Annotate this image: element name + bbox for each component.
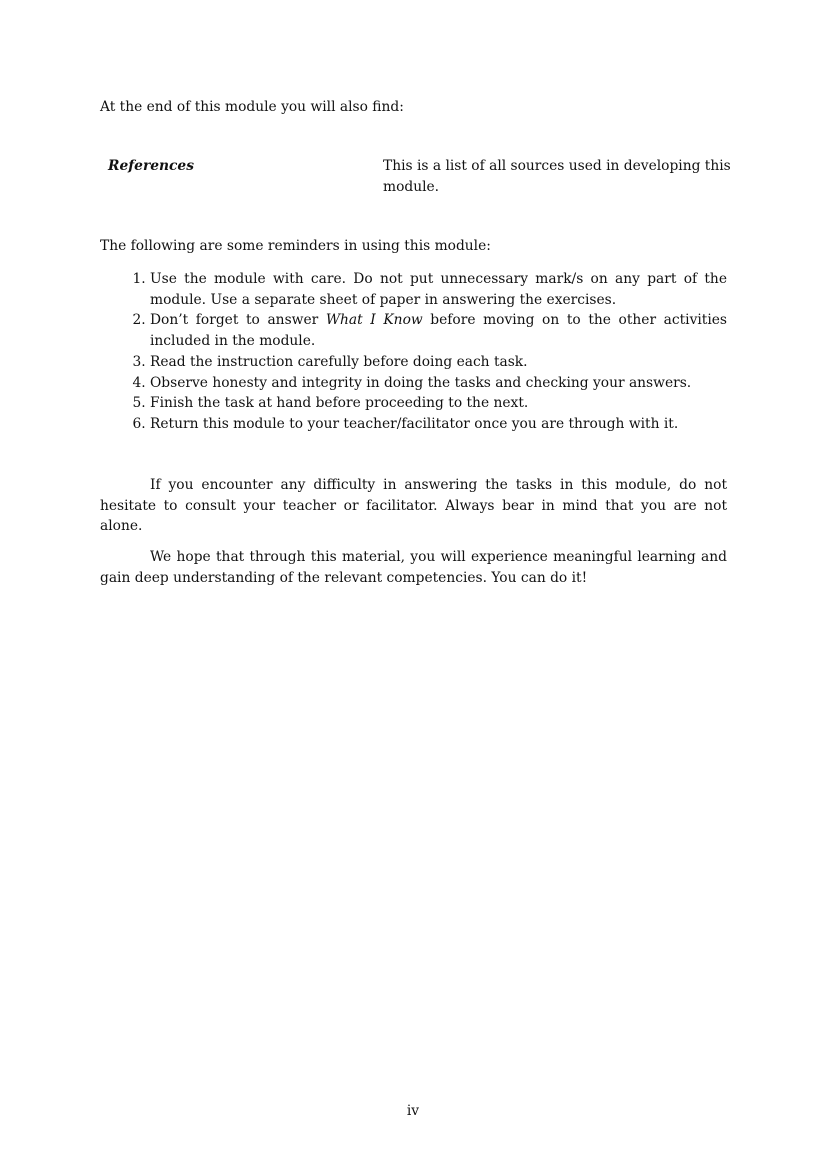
- list-item: [150, 310, 727, 351]
- list-item-text: before moving on to the other activities included in the module.: [150, 312, 727, 350]
- list-item: 6. Return this module to your teacher/facilitator once you are through with it.: [150, 414, 727, 435]
- reminders-list: [100, 269, 727, 435]
- emphasis-what-i-know: What I Know: [325, 312, 423, 329]
- list-item-text: Don’t forget to answer: [150, 312, 326, 329]
- list-item: 5. Finish the task at hand before proceeding to the next.: [150, 393, 727, 414]
- references-description: This is a list of all sources used in developing this module.: [383, 158, 731, 195]
- references-term: References: [108, 158, 194, 174]
- page-number: iv: [406, 1103, 420, 1119]
- list-item: 3. Read the instruction carefully before doing each task.: [150, 352, 727, 373]
- intro-text: At the end of this module you will also find:: [100, 99, 404, 115]
- paragraph-difficulty: If you encounter any difficulty in answering the tasks in this module, do not hesitate to consult your teacher or facilitator. Always bear in mind that you are not alone.: [100, 477, 727, 535]
- list-item: 4. Observe honesty and integrity in doing the tasks and checking your answers.: [150, 373, 727, 394]
- list-item: 1. Use the module with care. Do not put unnecessary mark/s on any part of the module. Use a separate sheet of paper in answering the exercises.: [150, 269, 727, 310]
- reminders-heading: The following are some reminders in using this module:: [100, 238, 491, 254]
- paragraph-closing: We hope that through this material, you will experience meaningful learning and gain deep understanding of the relevant competencies. You can do it!: [100, 549, 727, 586]
